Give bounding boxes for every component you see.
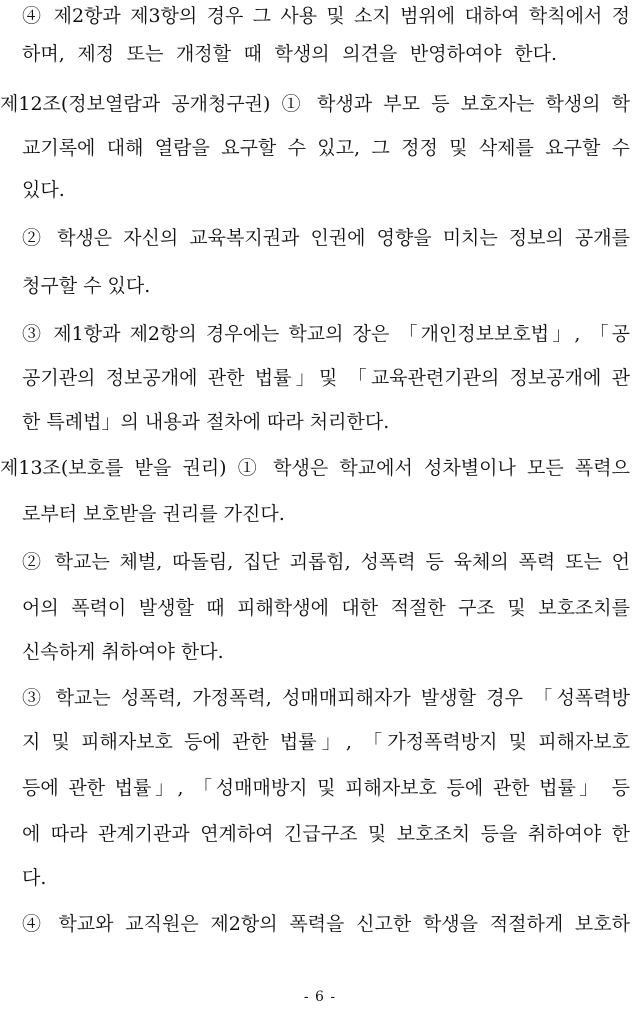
paragraph-line: 로부터 보호받을 권리를 가진다. — [22, 503, 285, 525]
paragraph-line: 하며, 제정 또는 개정할 때 학생의 의견을 반영하여야 한다. — [22, 43, 557, 65]
paragraph-line: ② 학생은 자신의 교육복지권과 인권에 영향을 미치는 정보의 공개를 — [22, 227, 630, 249]
paragraph-line: 있다. — [22, 179, 65, 201]
article-heading-line: 제13조(보호를 받을 권리) ① 학생은 학교에서 성차별이나 모든 폭력으 — [0, 457, 630, 479]
paragraph-line: 다. — [22, 867, 47, 889]
paragraph-line: 청구할 수 있다. — [22, 275, 151, 297]
paragraph-line: 에 따라 관계기관과 연계하여 긴급구조 및 보호조치 등을 취하여야 한 — [22, 823, 630, 845]
paragraph-line: ③ 학교는 성폭력, 가정폭력, 성매매피해자가 발생할 경우 「성폭력방 — [22, 687, 630, 709]
article-heading-line: 제12조(정보열람과 공개청구권) ① 학생과 부모 등 보호자는 학생의 학 — [0, 93, 630, 115]
paragraph-line: ② 학교는 체벌, 따돌림, 집단 괴롭힘, 성폭력 등 육체의 폭력 또는 언 — [22, 551, 630, 573]
paragraph-line: 어의 폭력이 발생할 때 피해학생에 대한 적절한 구조 및 보호조치를 — [22, 597, 630, 619]
paragraph-line: ④ 제2항과 제3항의 경우 그 사용 및 소지 범위에 대하여 학칙에서 정 — [22, 5, 630, 27]
paragraph-line: 한 특례법」의 내용과 절차에 따라 처리한다. — [22, 411, 390, 433]
paragraph-line: 공기관의 정보공개에 관한 법률」및 「교육관련기관의 정보공개에 관 — [22, 367, 630, 389]
paragraph-line: ③ 제1항과 제2항의 경우에는 학교의 장은 「개인정보보호법」, 「공 — [22, 323, 630, 345]
paragraph-line: 교기록에 대해 열람을 요구할 수 있고, 그 정정 및 삭제를 요구할 수 — [22, 137, 630, 159]
page-number: - 6 - — [303, 989, 337, 1005]
paragraph-line: 지 및 피해자보호 등에 관한 법률」, 「가정폭력방지 및 피해자보호 — [22, 731, 630, 753]
paragraph-line: ④ 학교와 교직원은 제2항의 폭력을 신고한 학생을 적절하게 보호하 — [22, 913, 630, 935]
paragraph-line: 신속하게 취하여야 한다. — [22, 641, 224, 663]
paragraph-line: 등에 관한 법률」, 「성매매방지 및 피해자보호 등에 관한 법률」 등 — [22, 777, 630, 799]
